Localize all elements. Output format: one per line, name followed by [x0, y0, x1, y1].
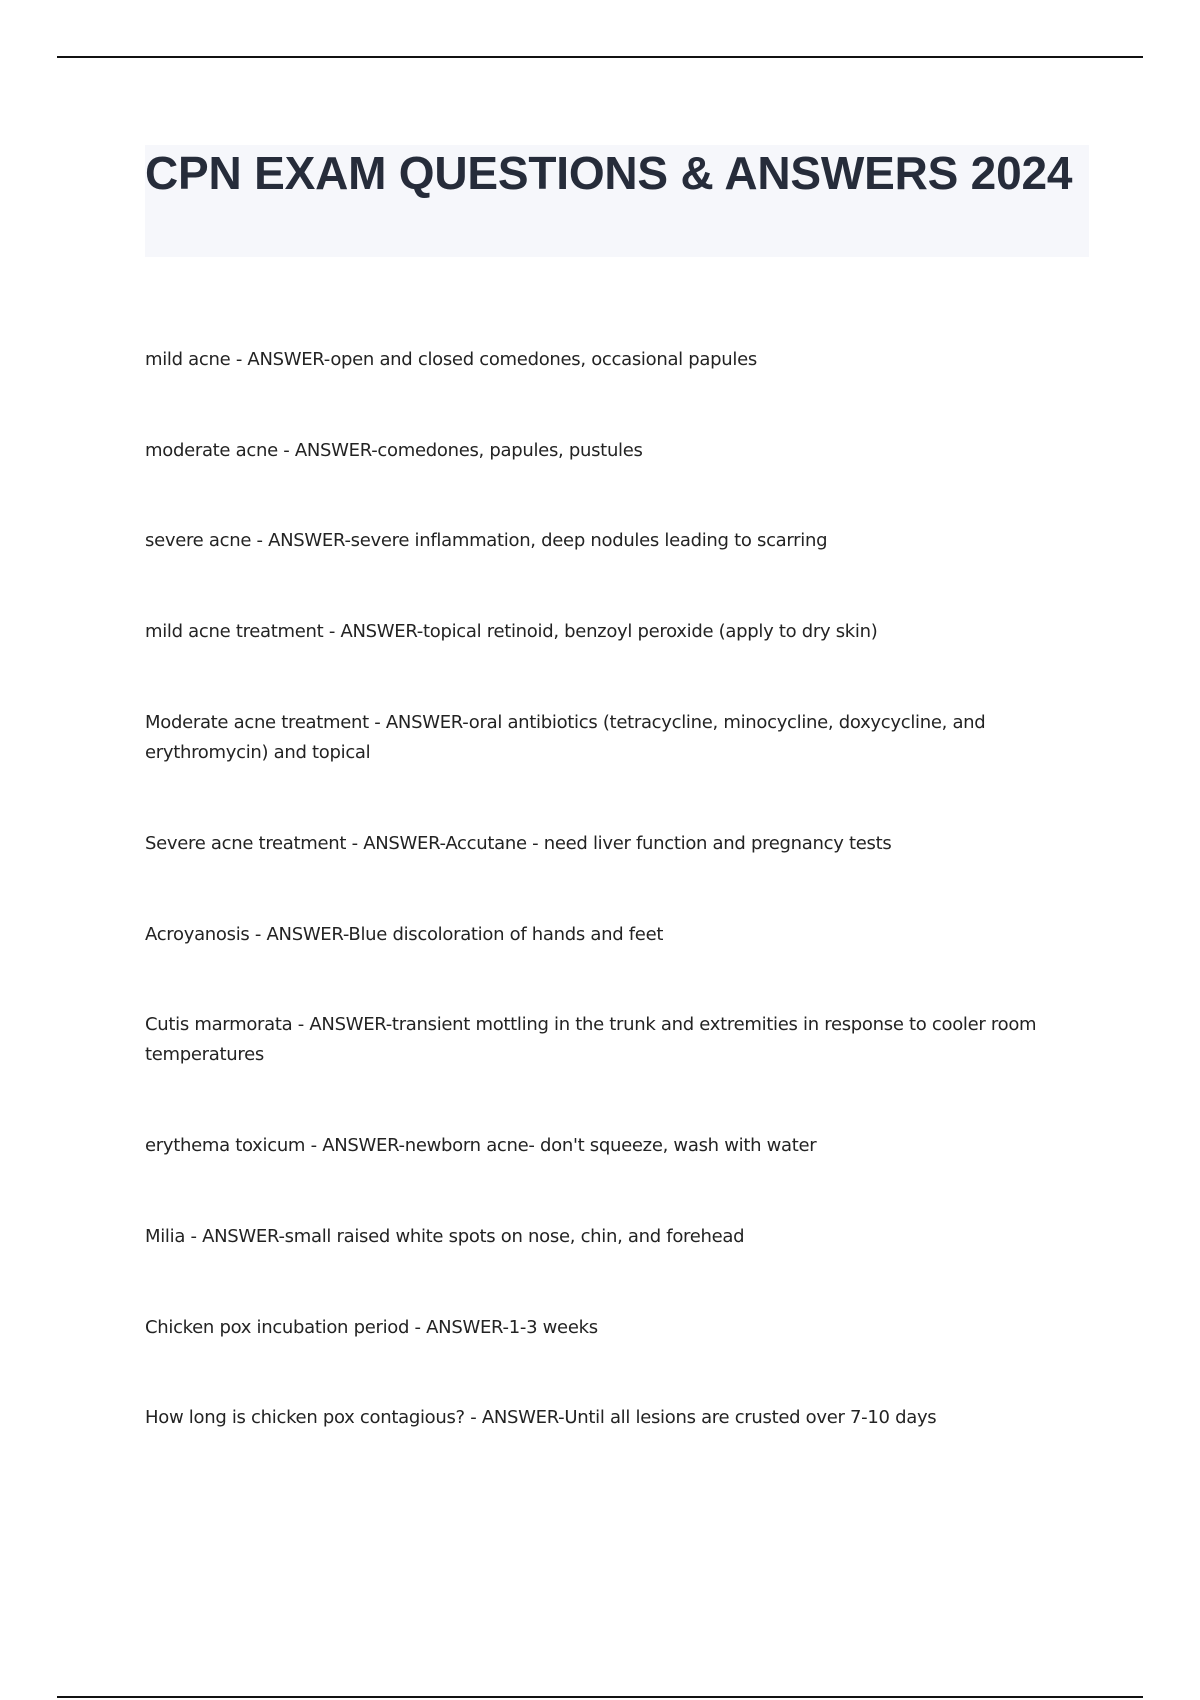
bottom-rule — [57, 1696, 1143, 1698]
document-title: CPN EXAM QUESTIONS & ANSWERS 2024 — [145, 147, 1073, 199]
qa-item: Severe acne treatment - ANSWER-Accutane - need liver function and pregnancy tests — [145, 833, 892, 854]
qa-item: mild acne treatment - ANSWER-topical retinoid, benzoyl peroxide (apply to dry skin) — [145, 621, 878, 642]
qa-item: erythema toxicum - ANSWER-newborn acne- don't squeeze, wash with water — [145, 1135, 817, 1156]
qa-item: severe acne - ANSWER-severe inflammation, deep nodules leading to scarring — [145, 530, 828, 551]
qa-item: How long is chicken pox contagious? - ANSWER-Until all lesions are crusted over 7-10 days — [145, 1407, 937, 1428]
qa-item: moderate acne - ANSWER-comedones, papules, pustules — [145, 440, 643, 461]
title-box — [145, 145, 1089, 257]
qa-item: Moderate acne treatment - ANSWER-oral antibiotics (tetracycline, minocycline, doxycycline, and erythromycin) and topical — [145, 712, 986, 763]
qa-item: mild acne - ANSWER-open and closed comedones, occasional papules — [145, 349, 757, 370]
top-rule — [57, 56, 1143, 58]
qa-item: Milia - ANSWER-small raised white spots on nose, chin, and forehead — [145, 1226, 745, 1247]
qa-item: Cutis marmorata - ANSWER-transient mottling in the trunk and extremities in response to cooler room temperatures — [145, 1014, 1037, 1065]
qa-item: Chicken pox incubation period - ANSWER-1-3 weeks — [145, 1317, 598, 1338]
qa-item: Acroyanosis - ANSWER-Blue discoloration of hands and feet — [145, 924, 664, 945]
